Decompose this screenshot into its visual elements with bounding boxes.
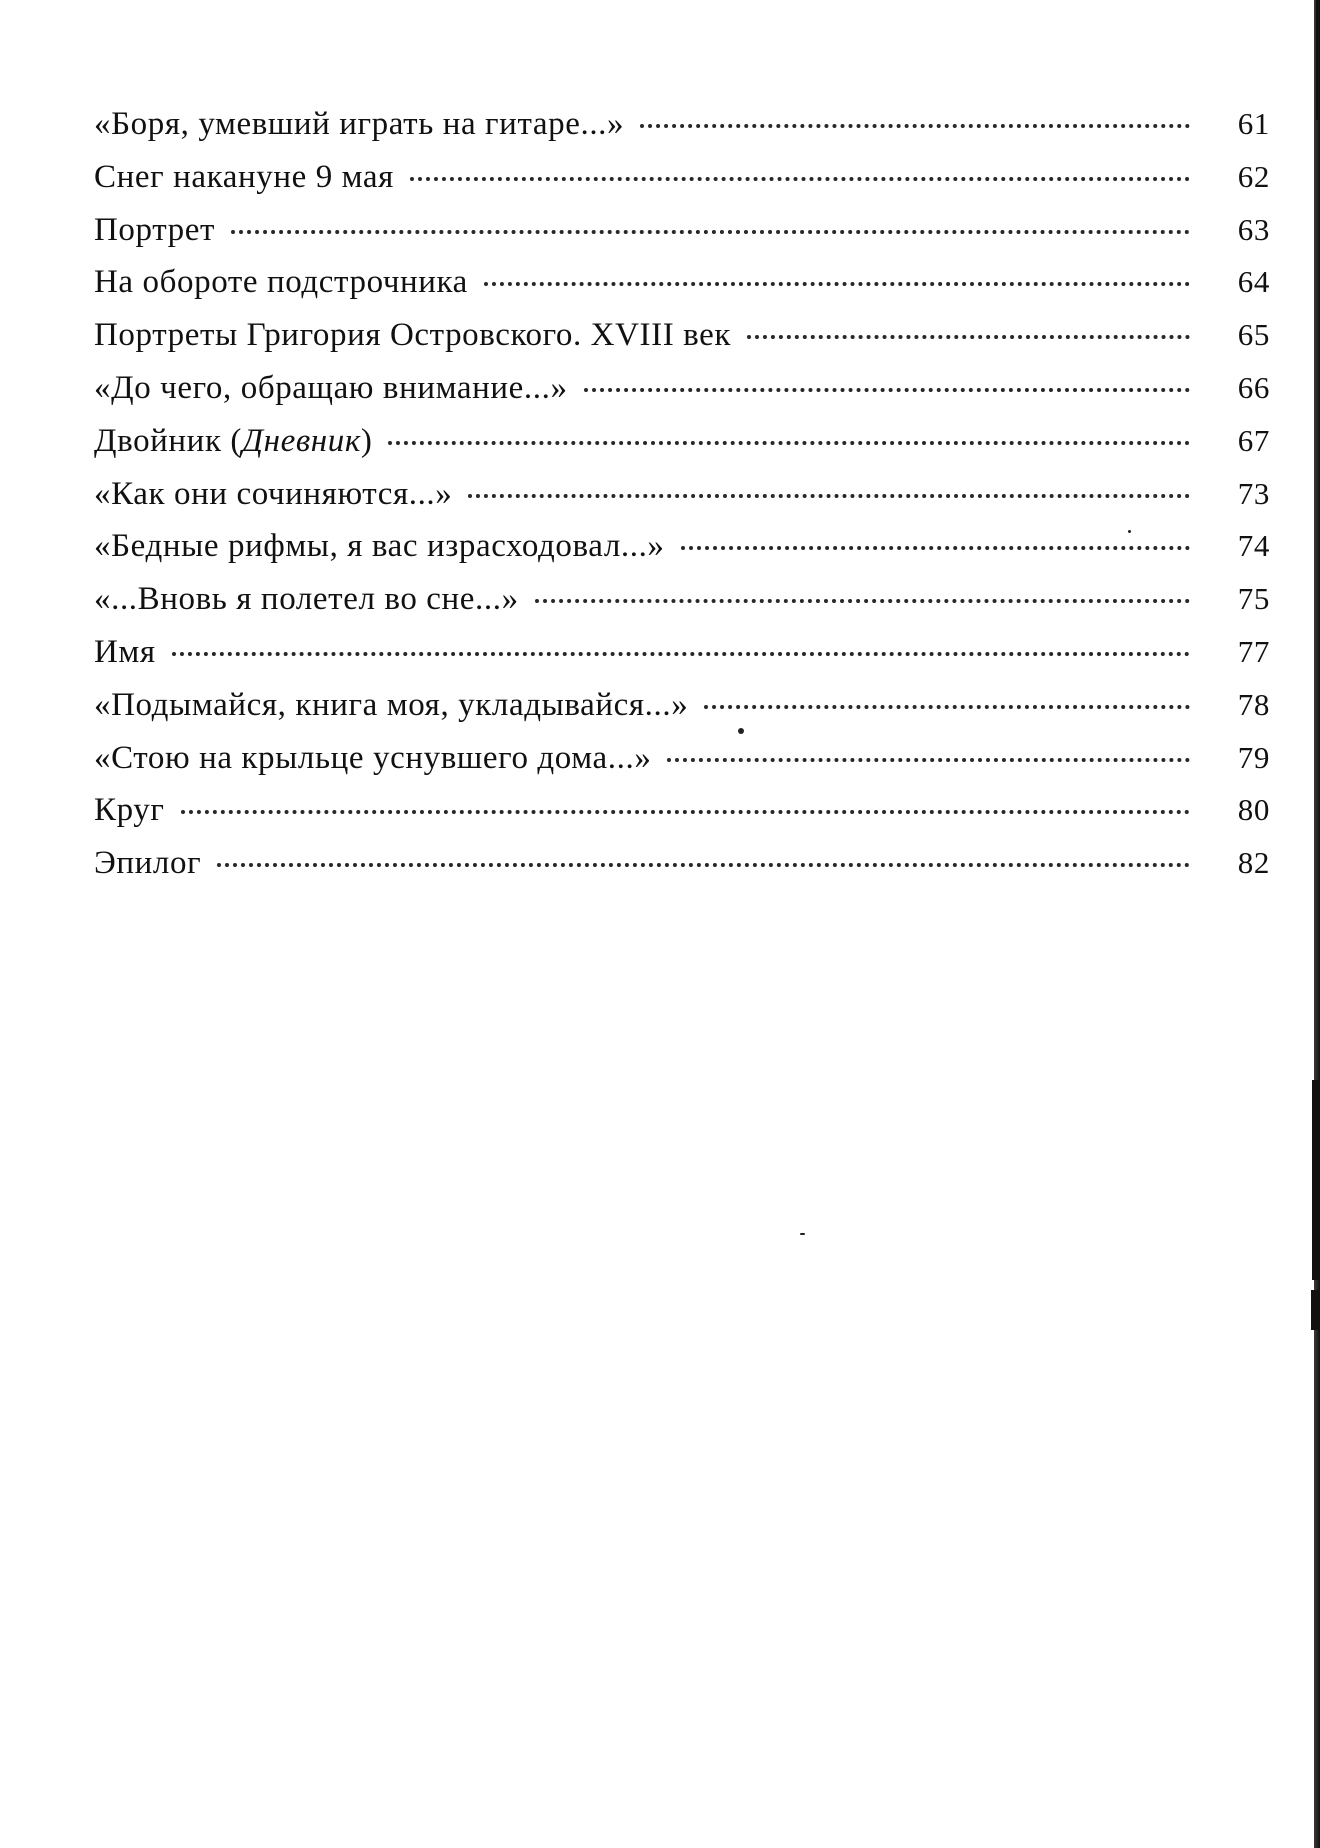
scan-speck: [800, 1233, 805, 1235]
toc-entry: [94, 415, 1270, 468]
toc-entry-page: 62: [1237, 158, 1270, 194]
toc-entry-page: 82: [1237, 845, 1270, 881]
dot-leader: [704, 705, 1190, 709]
toc-entry-page: 77: [1237, 633, 1270, 669]
toc-entry-title: Портреты Григория Островского. XVIII век: [94, 309, 741, 362]
page-edge-mark: [1312, 1080, 1320, 1280]
toc-entry-title: Снег накануне 9 мая: [94, 151, 404, 204]
page-edge: [1314, 0, 1320, 1848]
page-edge-mark: [1311, 1290, 1320, 1330]
toc-entry-page: 74: [1237, 528, 1270, 564]
toc-entry-page: 79: [1237, 739, 1270, 775]
toc-entry-title: Круг: [94, 784, 175, 837]
toc-entry-title-prefix: Двойник (: [94, 422, 243, 459]
toc-entry-page: 73: [1237, 475, 1270, 511]
toc-entry: [94, 151, 1270, 204]
dot-leader: [667, 758, 1190, 762]
toc-entry: [94, 520, 1270, 573]
dot-leader: [231, 230, 1190, 234]
toc-entry-title: «Бедные рифмы, я вас израсходовал...»: [94, 520, 675, 573]
toc-entry: [94, 309, 1270, 362]
toc-entry-page: 61: [1237, 106, 1270, 141]
toc-entry: [94, 256, 1270, 309]
toc-entry: [94, 573, 1270, 626]
scan-speck: [738, 728, 744, 734]
toc-entry-title: Эпилог: [94, 837, 211, 890]
dot-leader: [410, 177, 1190, 181]
scan-speck: [1128, 530, 1131, 533]
dot-leader: [388, 441, 1190, 445]
toc-entry-page: 67: [1237, 422, 1270, 458]
dot-leader: [468, 494, 1190, 498]
toc-entry: [94, 468, 1270, 521]
toc-entry: [94, 732, 1270, 785]
toc-entry-title: «Как они сочиняются...»: [94, 468, 462, 521]
toc-entry: [94, 679, 1270, 732]
page-edge-mark: [1316, 0, 1320, 120]
toc-entry-title: На обороте подстрочника: [94, 256, 478, 309]
dot-leader: [181, 810, 1190, 814]
toc-entry-page: 80: [1237, 792, 1270, 828]
dot-leader: [217, 863, 1190, 867]
toc-entry-title-italic: Дневник: [242, 422, 361, 459]
dot-leader: [747, 335, 1190, 339]
toc-entry-title: «Боря, умевший играть на гитаре...»: [94, 98, 634, 151]
toc-entry-title: [94, 415, 382, 468]
toc-entry-title: «...Вновь я полетел во сне...»: [94, 573, 529, 626]
dot-leader: [172, 652, 1190, 656]
table-of-contents: [94, 98, 1270, 890]
toc-entry-page: 64: [1237, 264, 1270, 300]
toc-entry-page: 66: [1237, 369, 1270, 405]
dot-leader: [484, 282, 1190, 286]
dot-leader: [535, 599, 1190, 603]
toc-entry-page: 75: [1237, 581, 1270, 617]
toc-entry: [94, 98, 1270, 151]
toc-entry-title: «Стою на крыльце уснувшего дома...»: [94, 732, 661, 785]
toc-entry-page: 63: [1237, 211, 1270, 247]
dot-leader: [640, 124, 1190, 128]
toc-entry-title: Портрет: [94, 204, 225, 257]
toc-entry: [94, 784, 1270, 837]
dot-leader: [681, 546, 1190, 550]
toc-entry-page: 65: [1237, 317, 1270, 353]
toc-entry: [94, 837, 1270, 890]
toc-entry-page: 78: [1237, 686, 1270, 722]
toc-entry-title-suffix: ): [360, 422, 373, 459]
toc-entry-title: «Подымайся, книга моя, укладывайся...»: [94, 679, 698, 732]
toc-entry: [94, 204, 1270, 257]
dot-leader: [584, 388, 1190, 392]
toc-entry-title: Имя: [94, 626, 166, 679]
toc-entry: [94, 362, 1270, 415]
toc-entry: [94, 626, 1270, 679]
toc-entry-title: «До чего, обращаю внимание...»: [94, 362, 578, 415]
